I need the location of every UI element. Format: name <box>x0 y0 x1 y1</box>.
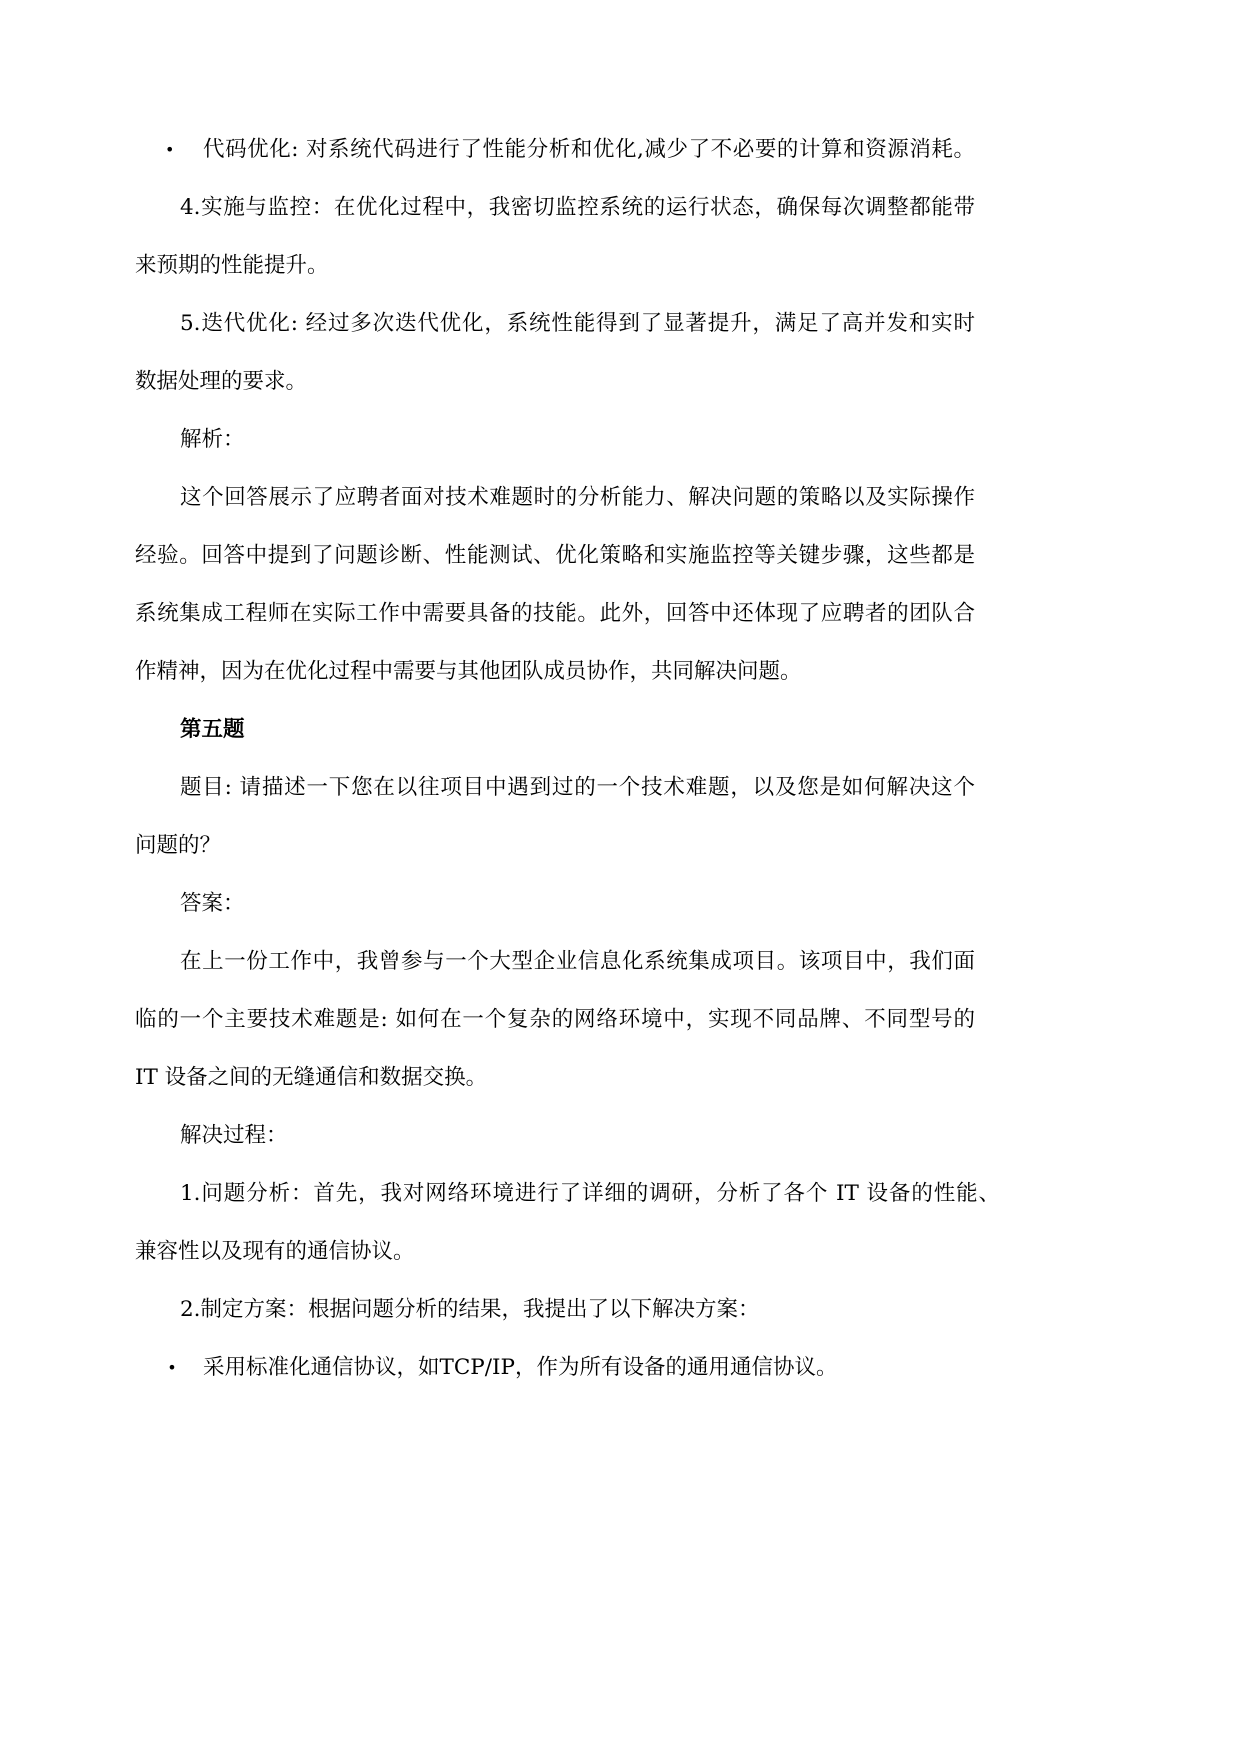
bullet-text: 代码优化: 对系统代码进行了性能分析和优化,减少了不必要的计算和资源消耗。 <box>203 137 975 162</box>
bullet-text: 采用标准化通信协议，如TCP/IP，作为所有设备的通用通信协议。 <box>203 1355 838 1380</box>
bullet-icon: • <box>167 1358 177 1377</box>
paragraph-solution-process-label <box>135 1107 975 1165</box>
text-line: 4.实施与监控：在优化过程中，我密切监控系统的运行状态，确保每次调整都能带 <box>180 195 975 220</box>
paragraph-plan <box>135 1281 975 1339</box>
paragraph-problem-analysis <box>135 1165 1000 1281</box>
text-line: 问题的？ <box>135 833 222 858</box>
text-line: 这个回答展示了应聘者面对技术难题时的分析能力、解决问题的策略以及实际操作 <box>180 485 975 510</box>
paragraph-implementation-monitoring <box>135 179 975 295</box>
paragraph-question <box>135 759 975 875</box>
document-body <box>135 121 1000 1397</box>
text-line: 解决过程： <box>180 1123 288 1148</box>
text-line: 来预期的性能提升。 <box>135 253 329 278</box>
paragraph-analysis-label <box>135 411 975 469</box>
bullet-item-code-optimization <box>135 121 975 179</box>
paragraph-answer-label <box>135 875 975 933</box>
text-line: 数据处理的要求。 <box>135 369 308 394</box>
text-line: 临的一个主要技术难题是: 如何在一个复杂的网络环境中，实现不同品牌、不同型号的 <box>135 1007 975 1032</box>
text-line: 5.迭代优化: 经过多次迭代优化，系统性能得到了显著提升，满足了高并发和实时 <box>180 311 975 336</box>
text-line: 2.制定方案：根据问题分析的结果，我提出了以下解决方案： <box>180 1297 760 1322</box>
text-line: 作精神，因为在优化过程中需要与其他团队成员协作，共同解决问题。 <box>135 659 802 684</box>
text-line: 1.问题分析：首先，我对网络环境进行了详细的调研，分析了各个 IT 设备的性能、 <box>180 1181 1000 1206</box>
text-line: 经验。回答中提到了问题诊断、性能测试、优化策略和实施监控等关键步骤，这些都是 <box>135 543 975 568</box>
text-line: 系统集成工程师在实际工作中需要具备的技能。此外，回答中还体现了应聘者的团队合 <box>135 601 975 626</box>
text-line: IT 设备之间的无缝通信和数据交换。 <box>135 1065 488 1090</box>
section-heading <box>135 701 975 759</box>
paragraph-iterative-optimization <box>135 295 975 411</box>
paragraph-analysis-body <box>135 469 975 701</box>
paragraph-answer-body <box>135 933 975 1107</box>
bullet-icon: • <box>165 140 175 159</box>
bullet-item-standard-protocol <box>135 1339 975 1397</box>
text-line: 题目: 请描述一下您在以往项目中遇到过的一个技术难题，以及您是如何解决这个 <box>180 775 975 800</box>
text-line: 答案： <box>180 891 245 916</box>
text-line: 在上一份工作中，我曾参与一个大型企业信息化系统集成项目。该项目中，我们面 <box>180 949 975 974</box>
text-line: 兼容性以及现有的通信协议。 <box>135 1239 415 1264</box>
text-line: 解析： <box>180 427 245 452</box>
heading-text: 第五题 <box>180 717 245 742</box>
